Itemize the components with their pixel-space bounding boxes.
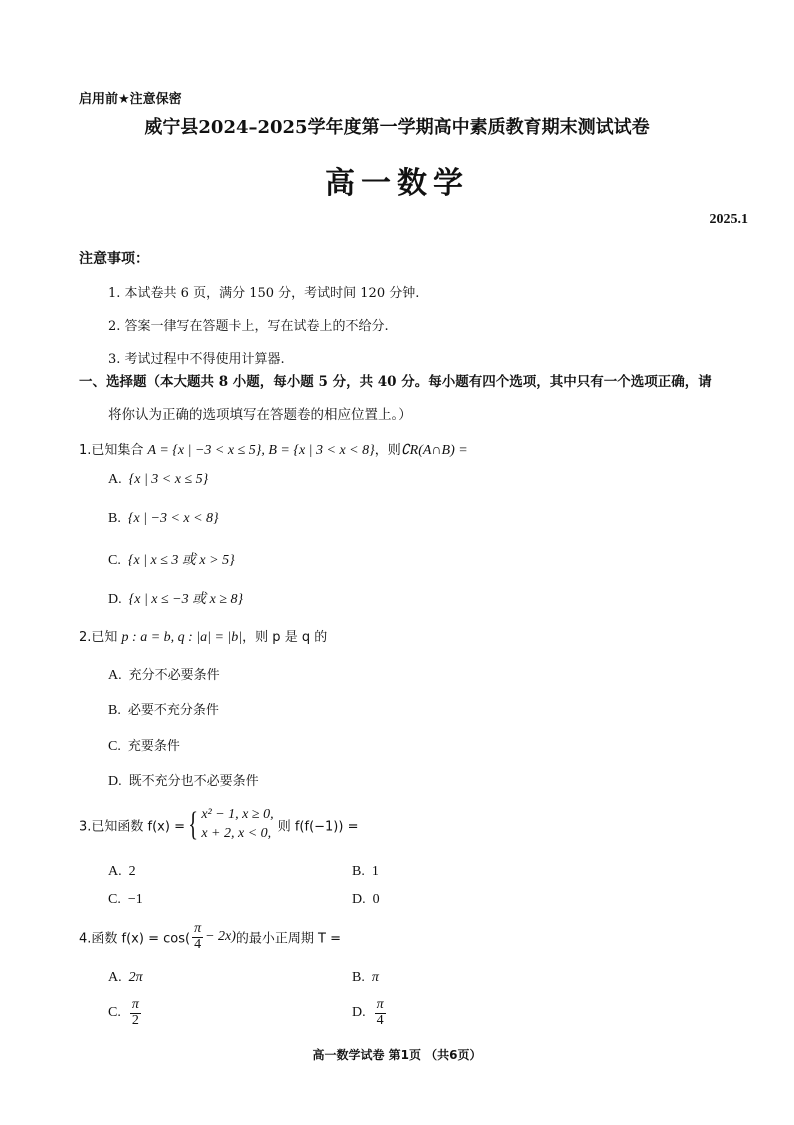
option-fraction: [130, 998, 141, 1028]
q1-expr: ∁R(A∩B) =: [400, 443, 468, 458]
notice-heading: 注意事项：: [79, 251, 149, 267]
q1-then: ，则: [374, 443, 401, 458]
option-text: {x | 3 < x ≤ 5}: [128, 472, 209, 487]
q4-suffix: 的最小正周期 T =: [235, 931, 342, 947]
q4-option-b: [352, 970, 379, 986]
q1-prefix: 1.已知集合: [79, 443, 148, 458]
option-label: B.: [352, 864, 365, 879]
fraction-denominator: 4: [194, 936, 202, 952]
option-text: 充要条件: [127, 739, 180, 754]
option-label: A.: [108, 668, 122, 683]
fraction-denominator: 2: [131, 1012, 139, 1028]
fraction-numerator: π: [131, 997, 139, 1012]
q2-option-d: [108, 770, 259, 790]
option-label: B.: [108, 511, 121, 526]
option-text: 充分不必要条件: [128, 668, 220, 683]
q3-suffix: 则 f(f(−1)) =: [273, 819, 359, 835]
option-label: D.: [108, 774, 122, 789]
question-2: [79, 626, 327, 646]
q4-prefix: 4.函数 f(x) = cos(: [79, 931, 191, 947]
option-label: C.: [108, 553, 121, 568]
page-footer: 高一数学试卷 第1页 （共6页）: [312, 1048, 482, 1062]
q1-option-d: [108, 588, 243, 608]
option-label: C.: [108, 739, 121, 754]
option-label: C.: [108, 892, 121, 907]
option-label: B.: [352, 970, 365, 985]
option-text: {x | x ≤ 3 或 x > 5}: [127, 553, 235, 568]
q1-option-c: [108, 549, 235, 569]
fraction-numerator: π: [194, 921, 202, 936]
option-label: D.: [108, 592, 122, 607]
option-text: 1: [371, 864, 379, 879]
q3-prefix: 3.已知函数 f(x) =: [79, 819, 185, 835]
option-label: A.: [108, 970, 122, 985]
q2-condition: p : a = b, q : |a| = |b|: [121, 630, 243, 645]
q3-option-b: [352, 864, 379, 880]
q2-option-c: [108, 735, 180, 755]
option-text: 2: [128, 864, 136, 879]
option-fraction: [375, 998, 386, 1028]
notice-item: 1. 本试卷共 6 页，满分 150 分，考试时间 120 分钟.: [108, 286, 420, 301]
case-2: x + 2, x < 0,: [201, 825, 272, 841]
piecewise-cases: [201, 806, 273, 844]
q2-option-b: [108, 699, 219, 719]
q2-suffix: ，则 p 是 q 的: [242, 630, 328, 645]
notice-item: 3. 考试过程中不得使用计算器.: [108, 352, 285, 367]
exam-date: 2025.1: [709, 212, 748, 227]
q3-option-c: [108, 892, 143, 908]
case-1: x² − 1, x ≥ 0,: [201, 807, 274, 822]
option-text: −1: [127, 892, 143, 907]
q4-mid: − 2x): [205, 929, 236, 945]
fraction-numerator: π: [376, 997, 384, 1012]
option-label: C.: [108, 1005, 121, 1021]
option-text: π: [371, 970, 379, 985]
q2-option-a: [108, 664, 220, 684]
confidential-label: 启用前★注意保密: [79, 92, 182, 107]
option-label: B.: [108, 703, 121, 718]
question-4: [79, 922, 341, 952]
fraction-denominator: 4: [376, 1012, 384, 1028]
question-3: [79, 806, 358, 844]
q2-prefix: 2.已知: [79, 630, 122, 645]
option-label: D.: [352, 892, 366, 907]
option-label: A.: [108, 472, 122, 487]
subject-title: 高一数学: [325, 166, 469, 201]
option-text: 必要不充分条件: [127, 703, 219, 718]
q4-option-d: [352, 998, 388, 1028]
q1-option-b: [108, 511, 219, 527]
option-label: D.: [352, 1005, 366, 1021]
q1-sets: A = {x | −3 < x ≤ 5}, B = {x | 3 < x < 8}: [147, 443, 375, 458]
piecewise-brace: {: [188, 805, 199, 843]
section-heading-cont: 将你认为正确的选项填写在答题卷的相应位置上。）: [108, 407, 412, 423]
option-text: {x | x ≤ −3 或 x ≥ 8}: [128, 592, 244, 607]
section-heading: 一、选择题（本大题共 8 小题，每小题 5 分，共 40 分。每小题有四个选项，其中只有一个选项正确，请: [79, 374, 712, 390]
q3-option-d: [352, 892, 380, 908]
q4-fraction: [192, 922, 203, 952]
option-label: A.: [108, 864, 122, 879]
option-text: 0: [372, 892, 380, 907]
exam-title: 威宁县2024–2025学年度第一学期高中素质教育期末测试试卷: [144, 117, 650, 138]
q4-option-a: [108, 970, 143, 986]
question-1: [79, 439, 468, 459]
option-text: 2π: [128, 970, 143, 985]
q1-option-a: [108, 472, 208, 488]
option-text: 既不充分也不必要条件: [128, 774, 259, 789]
q3-option-a: [108, 864, 136, 880]
notice-item: 2. 答案一律写在答题卡上，写在试卷上的不给分.: [108, 319, 389, 334]
q4-option-c: [108, 998, 143, 1028]
option-text: {x | −3 < x < 8}: [127, 511, 219, 526]
